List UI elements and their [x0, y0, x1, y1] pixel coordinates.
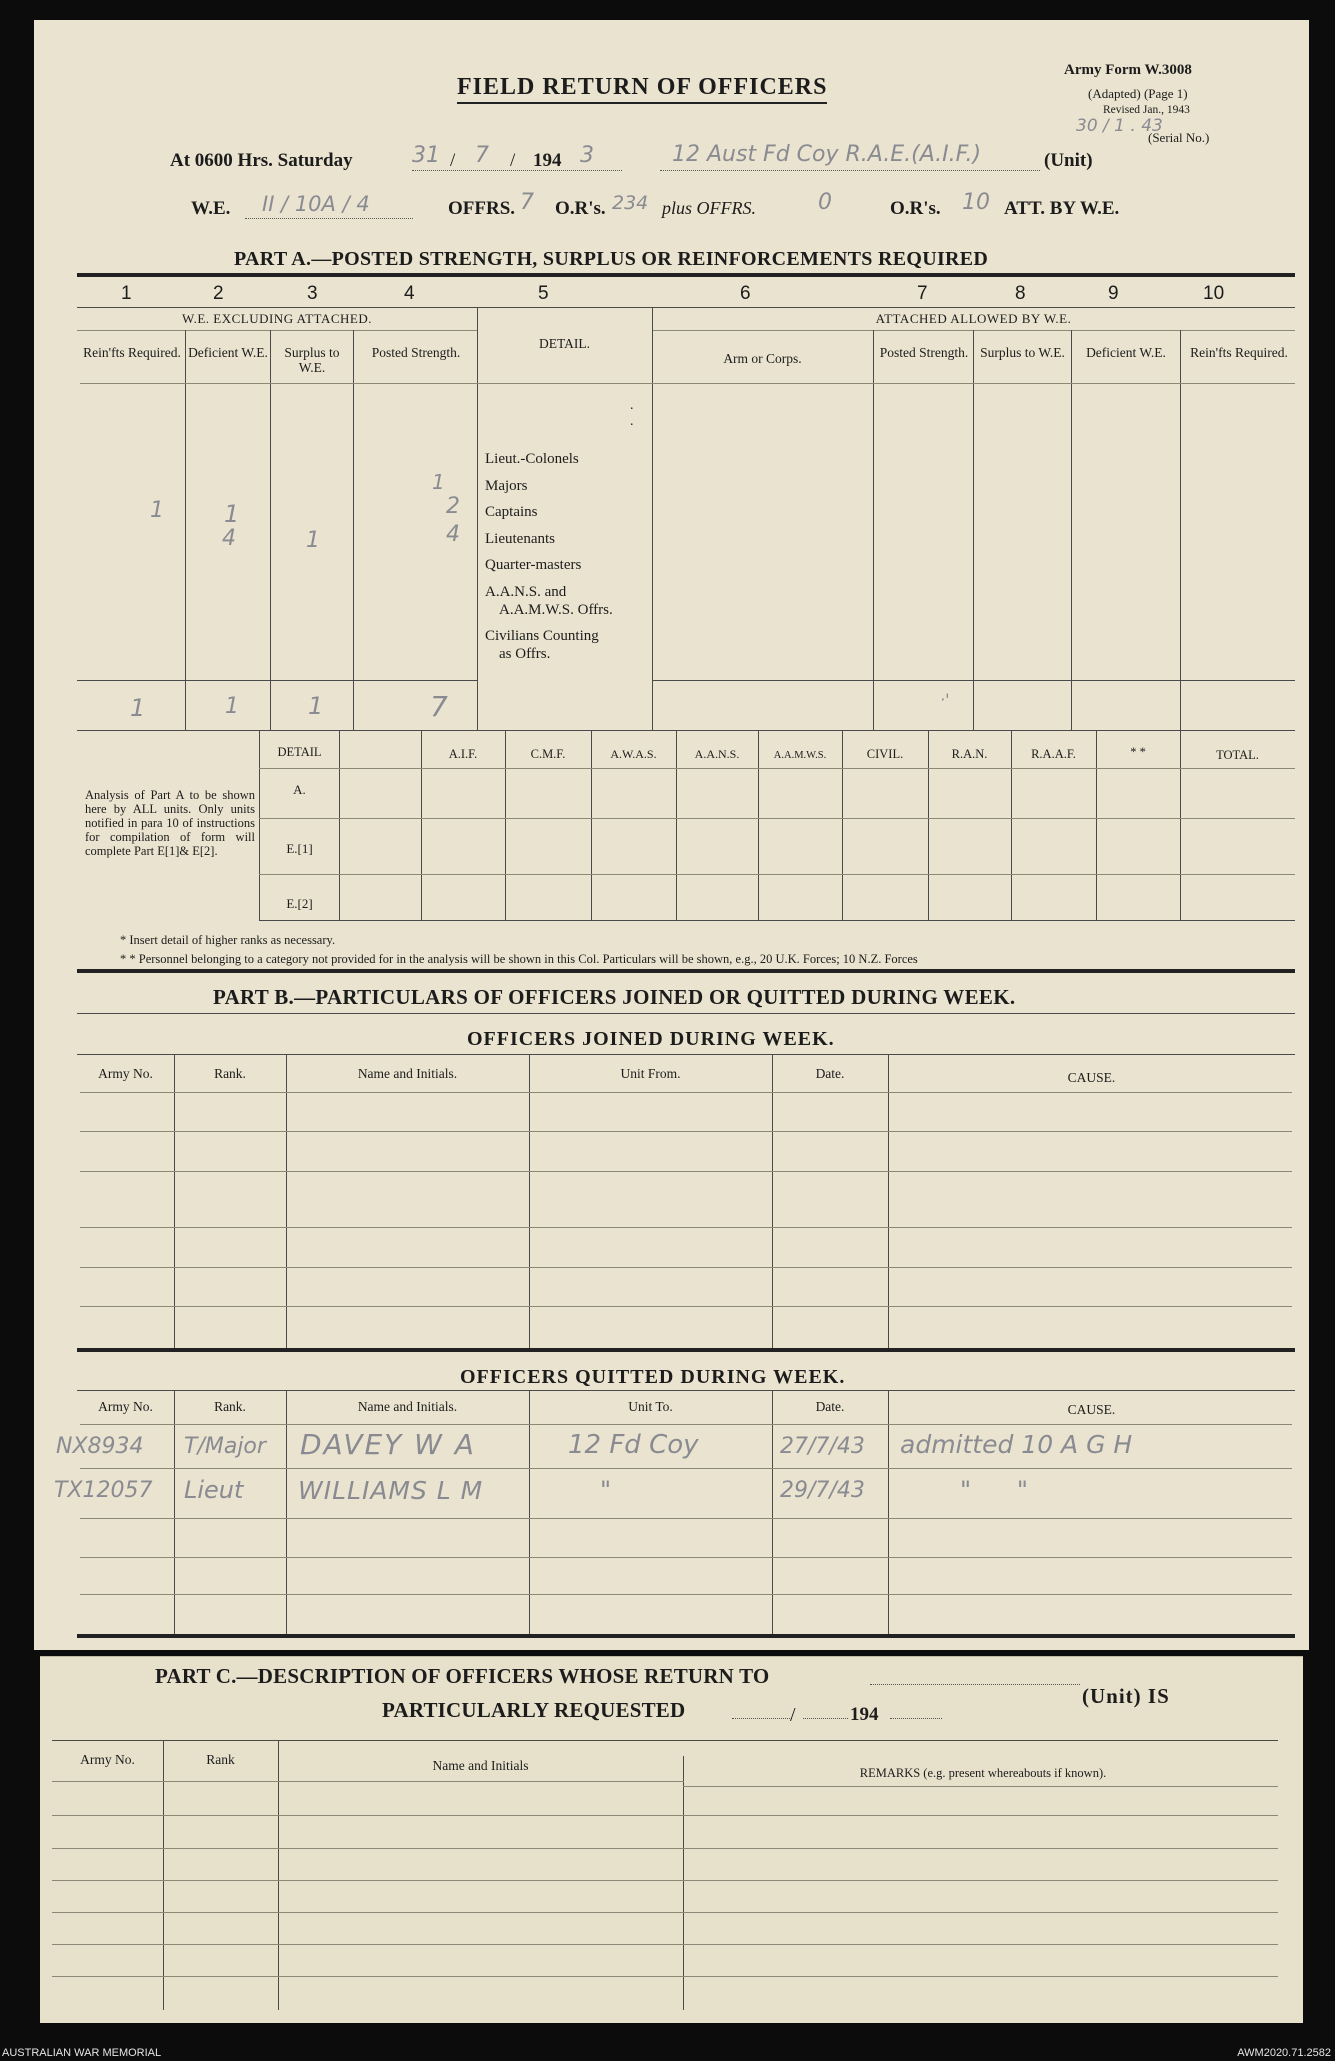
part-c-name-header: Name and Initials [432, 1758, 529, 1773]
deficient-captains-entry: 1 [224, 500, 240, 528]
quitted-army-no-header: Army No. [98, 1399, 153, 1414]
part-a-rule [77, 273, 1295, 277]
part-c-title-line1: PART C.—DESCRIPTION OF OFFICERS WHOSE RETURN TO [155, 1664, 770, 1688]
row1-unit: 12 Fd Coy [568, 1430, 699, 1460]
unit-value: 12 Aust Fd Coy R.A.E.(A.I.F.) [672, 142, 982, 167]
offrs-label: OFFRS. [448, 198, 516, 219]
part-a-title: PART A.—POSTED STRENGTH, SURPLUS OR REINFORCEMENTS REQUIRED [234, 248, 989, 270]
part-c-remarks-header: REMARKS (e.g. present whereabouts if known). [859, 1766, 1107, 1780]
we-label: W.E. [191, 198, 231, 219]
deficient2-header: Deficient W.E. [1086, 345, 1166, 360]
attached-allowed: ATTACHED ALLOWED BY W.E. [875, 311, 1072, 326]
analysis-row-e2: E.[2] [286, 896, 313, 911]
col-num-6: 6 [740, 283, 751, 304]
date-day-value: 31 [412, 143, 440, 168]
analysis-note: Analysis of Part A to be shown here by ALL units. Only units notified in para 10 of instructions for compilation of form will complete Part E[1]& E[2]. [85, 788, 255, 858]
analysis-row-a: A. [293, 782, 306, 797]
ors-label: O.R's. [555, 198, 606, 219]
analysis-awas-header: A.W.A.S. [610, 747, 657, 761]
footer-right: AWM2020.71.2582 [1237, 2047, 1331, 2059]
total-surplus: 1 [308, 692, 324, 720]
serial-number-label: (Serial No.) [1148, 130, 1210, 145]
plus-offrs-label: plus OFFRS. [662, 198, 756, 218]
footnote-1: * Insert detail of higher ranks as necessary. [120, 933, 336, 947]
year-suffix-value: 3 [580, 143, 594, 168]
joined-unit-from-header: Unit From. [620, 1066, 681, 1081]
row2-cause: " " [960, 1476, 1028, 1504]
quitted-unit-to-header: Unit To. [628, 1399, 673, 1414]
col-num-7: 7 [917, 283, 928, 304]
rank-civilians-2: as Offrs. [499, 645, 551, 662]
adapted-note: (Adapted) (Page 1) [1088, 86, 1188, 101]
rank-lieutenants: Lieutenants [485, 530, 555, 547]
at-hours-label: At 0600 Hrs. Saturday [170, 150, 353, 171]
joined-rank-header: Rank. [214, 1066, 246, 1081]
quitted-title: OFFICERS QUITTED DURING WEEK. [460, 1366, 846, 1388]
quitted-name-header: Name and Initials. [357, 1399, 458, 1414]
offrs-value: 7 [520, 190, 534, 215]
ors2-label: O.R's. [890, 198, 941, 219]
rank-quarter-masters: Quarter-masters [485, 557, 582, 573]
plus-offrs-value: 0 [818, 190, 832, 215]
posted-lieutenants-entry: 4 [446, 522, 460, 547]
form-title: FIELD RETURN OF OFFICERS [457, 74, 827, 104]
col-num-5: 5 [538, 283, 549, 304]
footer-left: AUSTRALIAN WAR MEMORIAL [2, 2047, 162, 2059]
rank-majors: Majors [485, 477, 528, 494]
ranks-list [485, 446, 613, 663]
row2-army-no: TX12057 [54, 1478, 153, 1503]
analysis-row-e1: E.[1] [286, 841, 313, 856]
analysis-detail-header: DETAIL [277, 745, 322, 759]
col-num-10: 10 [1203, 283, 1225, 304]
we-value: II / 10A / 4 [262, 192, 370, 216]
analysis-total-header: TOTAL. [1216, 748, 1259, 762]
row2-rank: Lieut [184, 1476, 244, 1504]
total-reinfts: 1 [130, 694, 146, 722]
revised-note: Revised Jan., 1943 [1103, 104, 1190, 116]
row1-rank: T/Major [184, 1434, 266, 1459]
analysis-aif-header: A.I.F. [448, 747, 478, 761]
part-c-title-line2: PARTICULARLY REQUESTED [382, 1698, 686, 1722]
quitted-rank-header: Rank. [214, 1399, 246, 1414]
reinfts-entry: 1 [150, 498, 164, 523]
analysis-civil-header: CIVIL. [866, 747, 904, 761]
joined-title: OFFICERS JOINED DURING WEEK. [467, 1028, 835, 1050]
joined-date-header: Date. [815, 1066, 845, 1081]
ors2-value: 10 [962, 190, 990, 215]
col-num-2: 2 [213, 283, 224, 304]
att-by-we-label: ATT. BY W.E. [1004, 198, 1120, 219]
row1-army-no: NX8934 [56, 1434, 144, 1459]
reinfts-required-header: Rein'fts Required. [83, 345, 181, 360]
row1-date: 27/7/43 [780, 1434, 865, 1459]
footnote-2: * * Personnel belonging to a category not provided for in the analysis will be shown in this Col. Particulars will be shown, e.g., 20 U.K. Forces; 10 N.Z. Forces [120, 952, 918, 966]
part-c-unit-is: (Unit) IS [1082, 1684, 1170, 1708]
row2-unit: " [600, 1476, 612, 1504]
posted-strength-header: Posted Strength. [371, 345, 461, 360]
rank-aamws: A.A.M.W.S. Offrs. [499, 601, 613, 618]
rank-civilians: Civilians Counting [485, 627, 599, 644]
date-month-value: 7 [475, 143, 489, 168]
col-num-1: 1 [121, 283, 132, 304]
quitted-cause-header: CAUSE. [1067, 1402, 1116, 1417]
reinfts2-header: Rein'fts Required. [1190, 345, 1288, 360]
rank-aans: A.A.N.S. and [485, 583, 567, 600]
row2-name: WILLIAMS L M [298, 1476, 484, 1505]
part-b-title: PART B.—PARTICULARS OF OFFICERS JOINED OR QUITTED DURING WEEK. [213, 985, 1016, 1009]
part-c-army-no-header: Army No. [80, 1752, 135, 1767]
detail-header: DETAIL. [538, 336, 591, 351]
analysis-aans-header: A.A.N.S. [694, 747, 740, 761]
row1-name: DAVEY W A [300, 1428, 476, 1461]
total-deficient: 1 [225, 694, 239, 719]
quitted-date-header: Date. [815, 1399, 845, 1414]
row2-date: 29/7/43 [780, 1478, 865, 1503]
joined-name-header: Name and Initials. [357, 1066, 458, 1081]
analysis-other-header: * * [1130, 745, 1146, 759]
total-posted: 7 [430, 690, 448, 723]
part-b-rule-top [77, 969, 1295, 973]
posted-captains-entry: 2 [446, 494, 460, 519]
serial-number-value: 30 / 1 . 43 [1076, 116, 1163, 136]
surplus-entry: 1 [306, 528, 320, 553]
deficient-lieutenants-entry: 4 [222, 526, 236, 551]
ors-value: 234 [612, 192, 649, 214]
posted-strength2-header: Posted Strength. [879, 345, 969, 360]
part-c-year: 194 [850, 1704, 879, 1725]
analysis-cmf-header: C.M.F. [530, 747, 566, 761]
col-num-8: 8 [1015, 283, 1026, 304]
col-num-4: 4 [404, 283, 415, 304]
joined-cause-header: CAUSE. [1067, 1070, 1116, 1085]
surplus2-header: Surplus to W.E. [980, 345, 1065, 360]
posted-majors-entry: 1 [432, 470, 445, 494]
deficient-header: Deficient W.E. [188, 345, 268, 360]
rank-captains: Captains [485, 504, 538, 520]
col-num-3: 3 [307, 283, 318, 304]
unit-label: (Unit) [1044, 150, 1093, 171]
army-form-number: Army Form W.3008 [1064, 62, 1192, 78]
col-num-9: 9 [1108, 283, 1119, 304]
analysis-ran-header: R.A.N. [951, 747, 988, 761]
we-excluding-attached: W.E. EXCLUDING ATTACHED. [182, 311, 372, 326]
analysis-raaf-header: R.A.A.F. [1031, 747, 1076, 761]
row1-cause: admitted 10 A G H [900, 1430, 1133, 1459]
year-prefix: 194 [533, 150, 562, 171]
surplus-header: Surplus to W.E. [284, 345, 340, 375]
arm-or-corps-header: Arm or Corps. [723, 351, 802, 366]
joined-army-no-header: Army No. [98, 1066, 153, 1081]
rank-lieut-colonels: Lieut.-Colonels [485, 451, 579, 467]
part-c-rank-header: Rank [206, 1752, 235, 1767]
analysis-aamws-header: A.A.M.W.S. [773, 750, 827, 761]
